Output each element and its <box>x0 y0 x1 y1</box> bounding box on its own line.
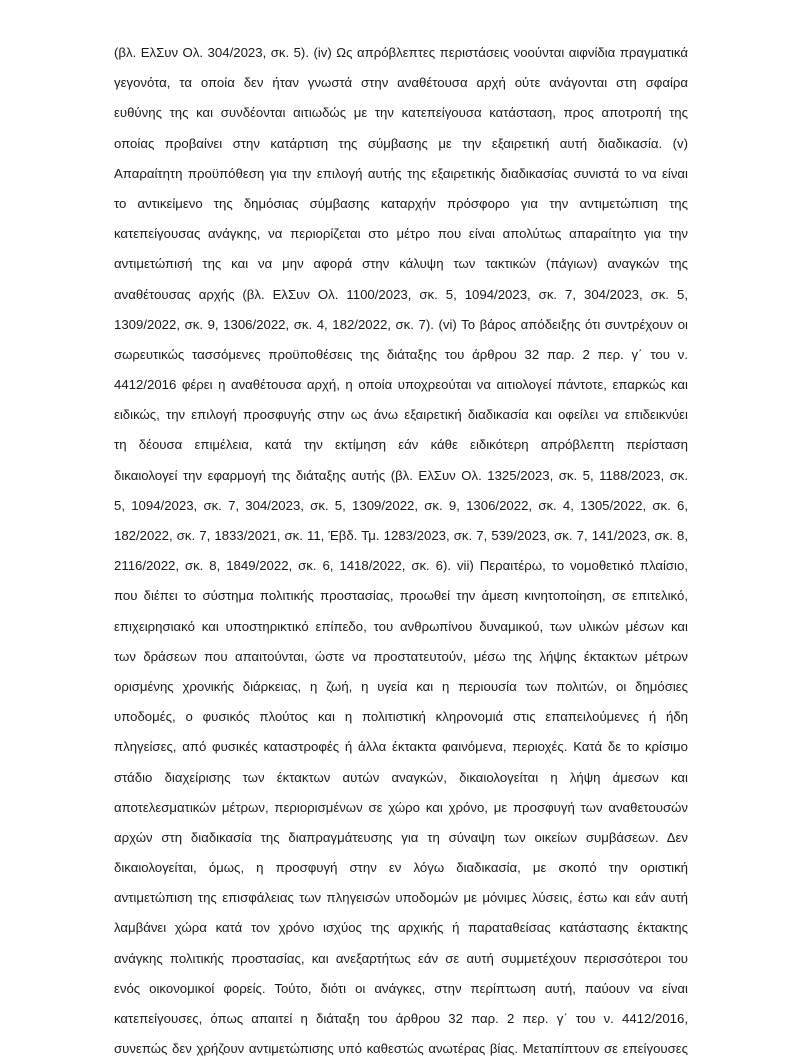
text-line: κατεπείγουσας ανάγκης, να περιορίζεται στο μέτρο που είναι απολύτως απαραίτητο για την <box>114 226 688 242</box>
text-line: το αντικείμενο της δημόσιας σύμβασης καταρχήν πρόσφορο για την αντιμετώπιση της <box>114 195 688 211</box>
text-line: επιχειρησιακό και υποστηρικτικό επίπεδο, του ανθρωπίνου δυναμικού, των υλικών μέσων και <box>114 618 688 634</box>
text-line: οποίας προβαίνει στην κατάρτιση της σύμβασης με την εξαιρετική αυτή διαδικασία. (v) <box>114 135 688 151</box>
text-line: που διέπει το σύστημα πολιτικής προστασίας, προωθεί την άμεση κινητοποίηση, σε επιτελικό, <box>114 588 688 604</box>
text-line: ενός οικονομικοί φορείς. Τούτο, διότι οι ανάγκες, στην περίπτωση αυτή, παύουν να είναι <box>114 980 688 996</box>
text-line: ανάγκης πολιτικής προστασίας, και ανεξαρτήτως εάν σε αυτή συμμετέχουν περισσότεροι του <box>114 950 688 966</box>
text-line: τη δέουσα επιμέλεια, κατά την εκτίμηση εάν κάθε ειδικότερη απρόβλεπτη περίσταση <box>114 437 688 453</box>
text-line: λαμβάνει χώρα κατά τον χρόνο ισχύος της αρχικής ή παραταθείσας κατάστασης έκτακτης <box>114 920 688 936</box>
text-line: δικαιολογεί την εφαρμογή της διάταξης αυτής (βλ. ΕλΣυν Ολ. 1325/2023, σκ. 5, 1188/2023, σκ. <box>114 467 688 483</box>
text-line: υποδομές, ο φυσικός πλούτος και η πολιτιστική κληρονομιά στις επαπειλούμενες ή ήδη <box>114 709 688 725</box>
text-line: αντιμετώπιση της επισφάλειας των πληγεισών υποδομών με μόνιμες λύσεις, έστω και εάν αυτή <box>114 890 688 906</box>
text-line: 5, 1094/2023, σκ. 7, 304/2023, σκ. 5, 1309/2022, σκ. 9, 1306/2022, σκ. 4, 1305/2022, σκ. 6, <box>114 497 688 513</box>
text-line: 1309/2022, σκ. 9, 1306/2022, σκ. 4, 182/2022, σκ. 7). (vi) Το βάρος απόδειξης ότι συντρέχουν οι <box>114 316 688 332</box>
text-line: αναθέτουσας αρχής (βλ. ΕλΣυν Ολ. 1100/2023, σκ. 5, 1094/2023, σκ. 7, 304/2023, σκ. 5, <box>114 286 688 302</box>
text-line: αρχών στη διαδικασία της διαπραγμάτευσης για τη σύναψη των οικείων συμβάσεων. Δεν <box>114 829 688 845</box>
text-line: δικαιολογείται, όμως, η προσφυγή στην εν λόγω διαδικασία, με σκοπό την οριστική <box>114 860 688 876</box>
text-line: γεγονότα, τα οποία δεν ήταν γνωστά στην αναθέτουσα αρχή ούτε ανάγονται στη σφαίρα <box>114 75 688 91</box>
text-line: ειδικώς, την επιλογή προσφυγής στην ως άνω εξαιρετική διαδικασία και οφείλει να επιδεικνύει <box>114 407 688 423</box>
text-line: (βλ. ΕλΣυν Ολ. 304/2023, σκ. 5). (iv) Ως απρόβλεπτες περιστάσεις νοούνται αιφνίδια πραγματικά <box>114 45 688 60</box>
text-line: 2116/2022, σκ. 8, 1849/2022, σκ. 6, 1418/2022, σκ. 6). vii) Περαιτέρω, το νομοθετικό πλαίσιο, <box>114 558 688 574</box>
text-line: αντιμετώπισή της και να μην αφορά στην κάλυψη των τακτικών (πάγιων) αναγκών της <box>114 256 688 272</box>
text-line: πληγείσες, από φυσικές καταστροφές ή άλλα έκτακτα φαινόμενα, περιοχές. Κατά δε το κρίσιμο <box>114 739 688 755</box>
text-line: Απαραίτητη προϋπόθεση για την επιλογή αυτής της εξαιρετικής διαδικασίας συνιστά το να είναι <box>114 165 688 181</box>
text-line: 4412/2016 φέρει η αναθέτουσα αρχή, η οποία υποχρεούται να αιτιολογεί πάντοτε, επαρκώς και <box>114 377 688 393</box>
text-line: κατεπείγουσες, όπως απαιτεί η διάταξη του άρθρου 32 παρ. 2 περ. γ΄ του ν. 4412/2016, <box>114 1011 688 1026</box>
body-text <box>114 38 688 1064</box>
text-line: στάδιο διαχείρισης των έκτακτων αυτών αναγκών, δικαιολογείται η λήψη άμεσων και <box>114 769 688 785</box>
text-line: 182/2022, σκ. 7, 1833/2021, σκ. 11, Έβδ. Τμ. 1283/2023, σκ. 7, 539/2023, σκ. 7, 141/2023, σκ. 8, <box>114 528 688 543</box>
text-line: ορισμένης χρονικής διάρκειας, η ζωή, η υγεία και η περιουσία των πολιτών, οι δημόσιες <box>114 678 688 694</box>
text-line: αποτελεσματικών μέτρων, περιορισμένων σε χώρο και χρόνο, με προσφυγή των αναθετουσών <box>114 799 688 815</box>
text-line: συνεπώς δεν χρήζουν αντιμετώπισης υπό καθεστώς ανωτέρας βίας. Μεταπίπτουν σε επείγουσες <box>114 1041 688 1057</box>
text-line: ευθύνης της και συνδέονται αιτιωδώς με την κατεπείγουσα κατάσταση, προς αποτροπή της <box>114 105 688 121</box>
text-line: σωρευτικώς τασσόμενες προϋποθέσεις της διάταξης του άρθρου 32 παρ. 2 περ. γ΄ του ν. <box>114 346 688 362</box>
text-line: των δράσεων που απαιτούνται, ώστε να προστατευτούν, μέσω της λήψης έκτακτων μέτρων <box>114 648 688 664</box>
